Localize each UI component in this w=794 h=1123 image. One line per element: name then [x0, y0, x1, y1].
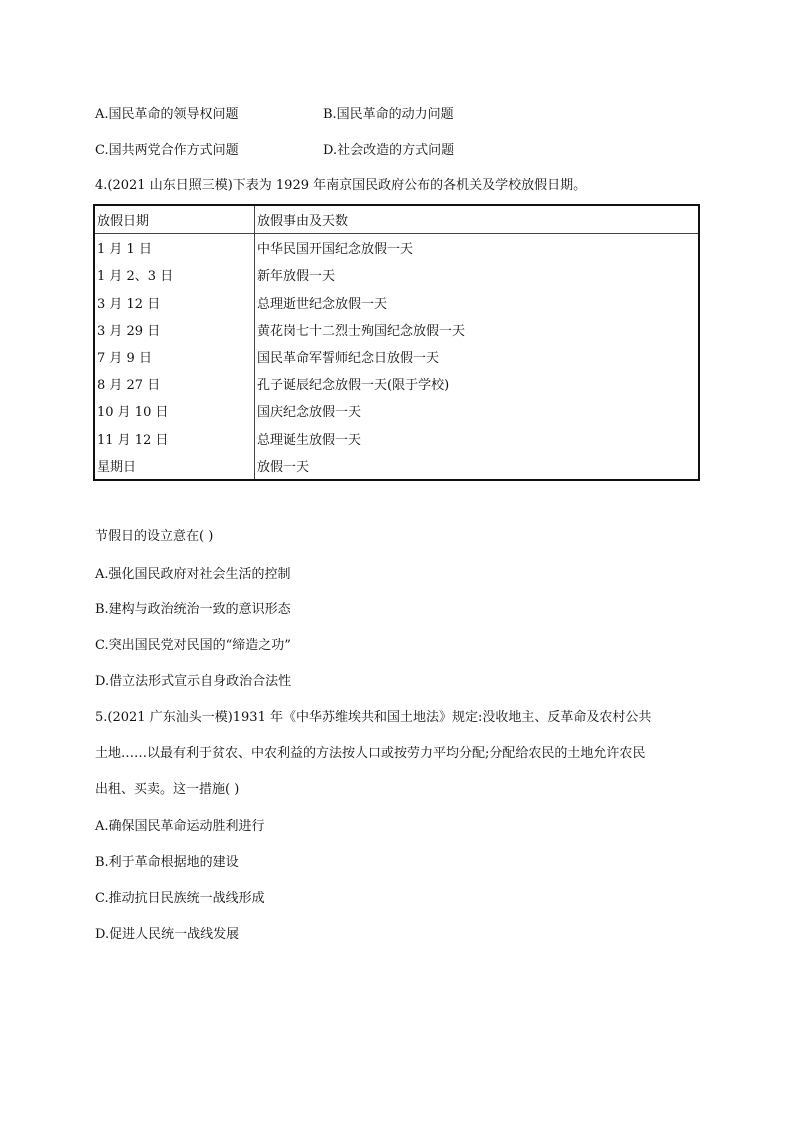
table-cell-date: 1 月 2、3 日 [94, 261, 255, 288]
table-cell-reason: 黄花岗七十二烈士殉国纪念放假一天 [257, 323, 466, 339]
table-cell-date: 10 月 10 日 [94, 397, 255, 424]
q5-option-b: B.利于革命根据地的建设 [95, 855, 239, 870]
table-cell-reason: 放假一天 [257, 459, 310, 475]
table-cell-date: 7 月 9 日 [94, 343, 255, 370]
q5-stem-line-3: 出租、买卖。这一措施( ) [95, 782, 240, 797]
q5-stem-line-2: 土地……以最有利于贫农、中农利益的方法按人口或按劳力平均分配;分配给农民的土地允许农民 [95, 746, 646, 761]
q3-option-a: A.国民革命的领导权问题 [95, 107, 239, 122]
q5-option-a: A.确保国民革命运动胜利进行 [95, 819, 265, 834]
table-cell-reason: 中华民国开国纪念放假一天 [257, 242, 414, 258]
table-row [94, 289, 699, 316]
table-row [94, 234, 699, 262]
q4-option-a: A.强化国民政府对社会生活的控制 [95, 567, 291, 582]
table-row [94, 452, 699, 480]
table-header-row [94, 205, 699, 234]
table-cell-reason: 国庆纪念放假一天 [257, 405, 362, 421]
q4-option-b: B.建构与政治统治一致的意识形态 [95, 602, 291, 617]
q5-option-d: D.促进人民统一战线发展 [95, 927, 240, 942]
holiday-table [93, 204, 700, 481]
table-cell-date: 星期日 [94, 452, 255, 480]
table-header-reason: 放假事由及天数 [255, 205, 700, 234]
table-row [94, 397, 699, 424]
q4-question: 节假日的设立意在( ) [95, 529, 214, 544]
q5-stem-line-1: 5.(2021 广东汕头一模)1931 年《中华苏维埃共和国土地法》规定:没收地主、反革命及农村公共 [95, 710, 652, 725]
table-cell-reason: 总理逝世纪念放假一天 [257, 296, 388, 312]
table-cell-date: 3 月 29 日 [94, 316, 255, 343]
table-cell-date: 3 月 12 日 [94, 289, 255, 316]
table-cell-reason: 国民革命军誓师纪念日放假一天 [257, 351, 440, 367]
q4-option-c: C.突出国民党对民国的“缔造之功” [95, 638, 291, 653]
table-cell-date: 11 月 12 日 [94, 425, 255, 452]
table-row [94, 316, 699, 343]
table-cell-reason: 新年放假一天 [257, 269, 336, 285]
table-row [94, 261, 699, 288]
q4-option-d: D.借立法形式宣示自身政治合法性 [95, 674, 292, 689]
table-row [94, 370, 699, 397]
table-row [94, 425, 699, 452]
q3-option-c: C.国共两党合作方式问题 [95, 143, 239, 158]
q5-option-c: C.推动抗日民族统一战线形成 [95, 891, 265, 906]
table-header-date: 放假日期 [94, 205, 255, 234]
q3-option-b: B.国民革命的动力问题 [323, 107, 454, 122]
q4-stem: 4.(2021 山东日照三模)下表为 1929 年南京国民政府公布的各机关及学校放假日期。 [95, 178, 587, 193]
table-cell-reason: 总理诞生放假一天 [257, 432, 362, 448]
q3-option-d: D.社会改造的方式问题 [323, 143, 455, 158]
table-cell-date: 8 月 27 日 [94, 370, 255, 397]
table-row [94, 343, 699, 370]
table-cell-reason: 孔子诞辰纪念放假一天(限于学校) [257, 378, 450, 394]
table-cell-date: 1 月 1 日 [94, 234, 255, 262]
